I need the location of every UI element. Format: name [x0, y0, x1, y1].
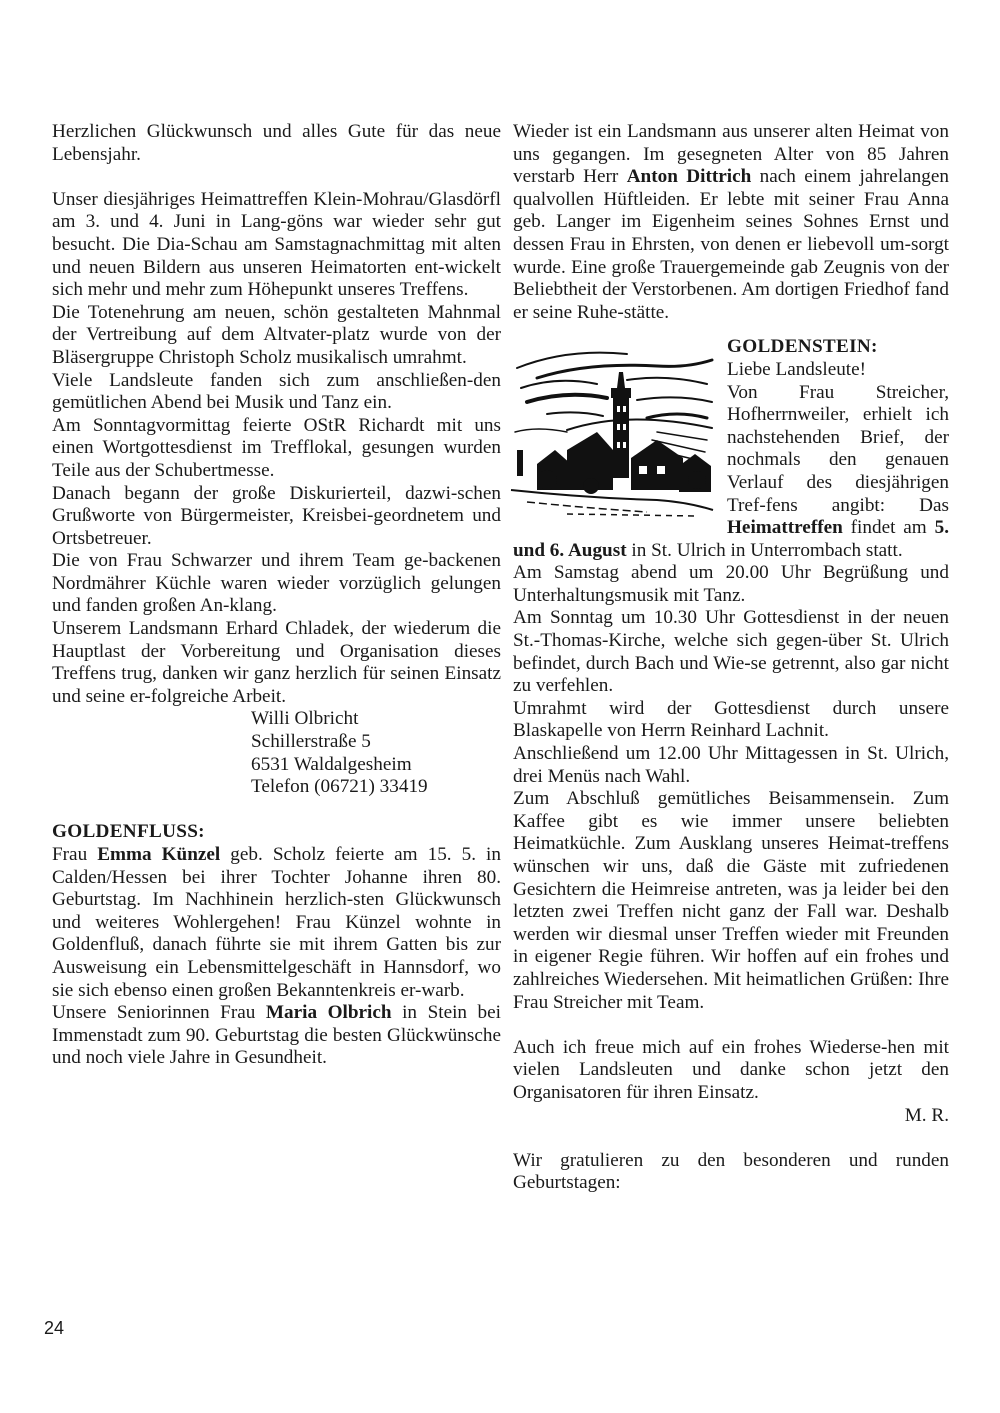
- band-paragraph: Umrahmt wird der Gottesdienst durch unsere Blaskapelle von Herrn Reinhard Lachnit.: [513, 697, 949, 742]
- saturday-schedule: Am Samstag abend um 20.00 Uhr Begrüßung und Unterhaltungsmusik mit Tanz.: [513, 562, 949, 606]
- left-column: [52, 121, 501, 1070]
- obituary-paragraph: [513, 121, 949, 324]
- church-town-sketch-icon: [507, 340, 715, 518]
- editor-closing-paragraph: Auch ich freue mich auf ein frohes Wiederse-hen mit vielen Landsleuten und danke schon jetzt den Organisatoren für ihren Einsatz.: [513, 1036, 949, 1103]
- olbrich-birthday-paragraph: [52, 1002, 501, 1070]
- author-signature: [251, 708, 501, 798]
- text-run: Frau: [52, 844, 98, 865]
- birthday-greeting: Herzlichen Glückwunsch und alles Gute für das neue Lebensjahr.: [52, 121, 501, 165]
- birthday-congrats-intro: Wir gratulieren zu den besonderen und runden Geburtstagen:: [513, 1149, 949, 1194]
- author-name: Willi Olbricht: [251, 708, 359, 730]
- text-run: Wieder ist ein Landsmann aus unserer alten Heimat von uns gegangen. Im gesegneten Alter von 85 Jahren verstarb Herr: [513, 121, 949, 188]
- text-run: findet am: [842, 517, 935, 539]
- memorial-paragraph: Die Totenehrung am neuen, schön gestalteten Mahnmal der Vertreibung auf dem Altvater-platz wurde von der Bläsergruppe Christoph Scholz musikalisch umrahmt.: [52, 301, 501, 368]
- text-run: Unsere Seniorinnen Frau: [52, 1002, 266, 1024]
- section-heading-goldenstein: GOLDENSTEIN:: [727, 336, 878, 358]
- right-column: [513, 121, 949, 1195]
- lunch-schedule: Anschließend um 12.00 Uhr Mittagessen in St. Ulrich, drei Menüs nach Wahl.: [513, 743, 949, 787]
- pastry-paragraph: Die von Frau Schwarzer und ihrem Team ge-backenen Nordmährer Küchle waren wieder vorzüglich gelungen und fanden großen An-klang.: [52, 550, 501, 617]
- section-heading-goldenfluss: GOLDENFLUSS:: [52, 821, 205, 843]
- page-number: 24: [44, 1318, 65, 1338]
- spacer: [52, 166, 501, 189]
- text-run: in Stein bei Immenstadt zum 90. Geburtstag die besten Glückwünsche und noch viele Jahre in Gesundheit.: [52, 1002, 501, 1069]
- event-name: Heimattreffen: [727, 517, 843, 539]
- spacer: [513, 1014, 949, 1037]
- author-city: 6531 Waldalgesheim: [251, 753, 412, 775]
- service-paragraph: Am Sonntagvormittag feierte OStR Richardt mit uns einen Wortgottesdienst im Trefflokal, gesungen wurden Teile aus der Schubertmesse.: [52, 414, 501, 481]
- sunday-service-schedule: Am Sonntag um 10.30 Uhr Gottesdienst in der neuen St.-Thomas-Kirche, welche sich gegen-über St. Ulrich befindet, durch Bach und Wie-se getrennt, also gar nicht zu verfehlen.: [513, 607, 949, 697]
- editor-initials: M. R.: [904, 1104, 949, 1126]
- spacer: [52, 799, 501, 822]
- closing-schedule: Zum Abschluß gemütliches Beisammensein. Zum Kaffee gibt es wie immer unsere beliebten Heimatküchle. Zum Ausklang unseres Heimat-treffens wünschen wir uns, daß die Gäste mit zufriedenen Gesichtern die Heimreise antreten, was ja leider bei den letzten zwei Treffen nicht ganz der Fall war. Deshalb werden wir diesmal unser Treffen wieder mit Freunden in eigener Regie führen. Wir hoffen auf ein frohes und zahlreiches Wiedersehen. Mit heimatlichen Grüßen: Ihre Frau Streicher mit Team.: [513, 788, 949, 1013]
- meeting-report-paragraph: Unser diesjähriges Heimattreffen Klein-Mohrau/Glasdörfl am 3. und 4. Juni in Lang-göns war wieder sehr gut besucht. Die Dia-Schau am Samstagnachmittag mit alten und neuen Bildern aus unseren Heimatorten ent-wickelt sich mehr und mehr zum Höhepunkt unseres Treffens.: [52, 188, 501, 301]
- goldenstein-section: [513, 336, 949, 562]
- text-run: in St. Ulrich in Unterrombach statt.: [626, 539, 903, 561]
- thanks-paragraph: Unserem Landsmann Erhard Chladek, der wiederum die Hauptlast der Vorbereitung und Organisation dieses Treffens trug, danken wir ganz herzlich für seinen Einsatz und seine er-folgreiche Arbeit.: [52, 618, 501, 707]
- discussion-paragraph: Danach begann der große Diskurierteil, dazwi-schen Grußworte von Bürgermeister, Kreisbei-geordnetem und Ortsbetreuer.: [52, 482, 501, 549]
- spacer: [513, 1127, 949, 1150]
- person-name-emma-kuenzel: Emma Künzel: [97, 844, 221, 865]
- text-run: Von Frau Streicher, Hofherrnweiler, erhielt ich nachstehenden Brief, der nochmals den genauen Verlauf des diesjährigen Tref-fens angibt: Das: [727, 381, 949, 516]
- text-run: nach einem jahrelangen qualvollen Hüftleiden. Er lebte mit seiner Frau Anna geb. Langer im Eigenheim seines Sohnes Ernst und dessen Frau in Ehrsten, von denen er liebevoll um-sorgt wurde. Eine große Trauergemeinde gab Zeugnis von der Beliebtheit der Verstorbenen. Am dortigen Friedhof fand er seine Ruhe-stätte.: [513, 166, 949, 323]
- salutation: Liebe Landsleute!: [727, 358, 867, 380]
- person-name-maria-olbrich: Maria Olbrich: [265, 1002, 392, 1024]
- evening-paragraph: Viele Landsleute fanden sich zum anschließen-den gemütlichen Abend bei Musik und Tanz ein.: [52, 369, 501, 414]
- author-street: Schillerstraße 5: [251, 731, 371, 753]
- person-name-anton-dittrich: Anton Dittrich: [626, 166, 752, 188]
- text-run: geb. Scholz feierte am 15. 5. in Calden/Hessen bei ihrer Tochter Johanne ihren 80. Geburtstag. Im Nachhinein herzlich-sten Glückwunsch und weiteres Wohlergehen! Frau Künzel wohnte in Goldenfluß, danach führte sie mit ihrem Gatten bis zur Ausweisung ein Lebensmittelgeschäft in Hannsdorf, wo sie sich ebenso einen großen Bekanntenkreis er-warb.: [52, 844, 501, 1001]
- kuenzel-birthday-paragraph: [52, 844, 501, 1002]
- author-phone: Telefon (06721) 33419: [251, 776, 428, 798]
- event-date: 5. und 6. August: [513, 517, 949, 561]
